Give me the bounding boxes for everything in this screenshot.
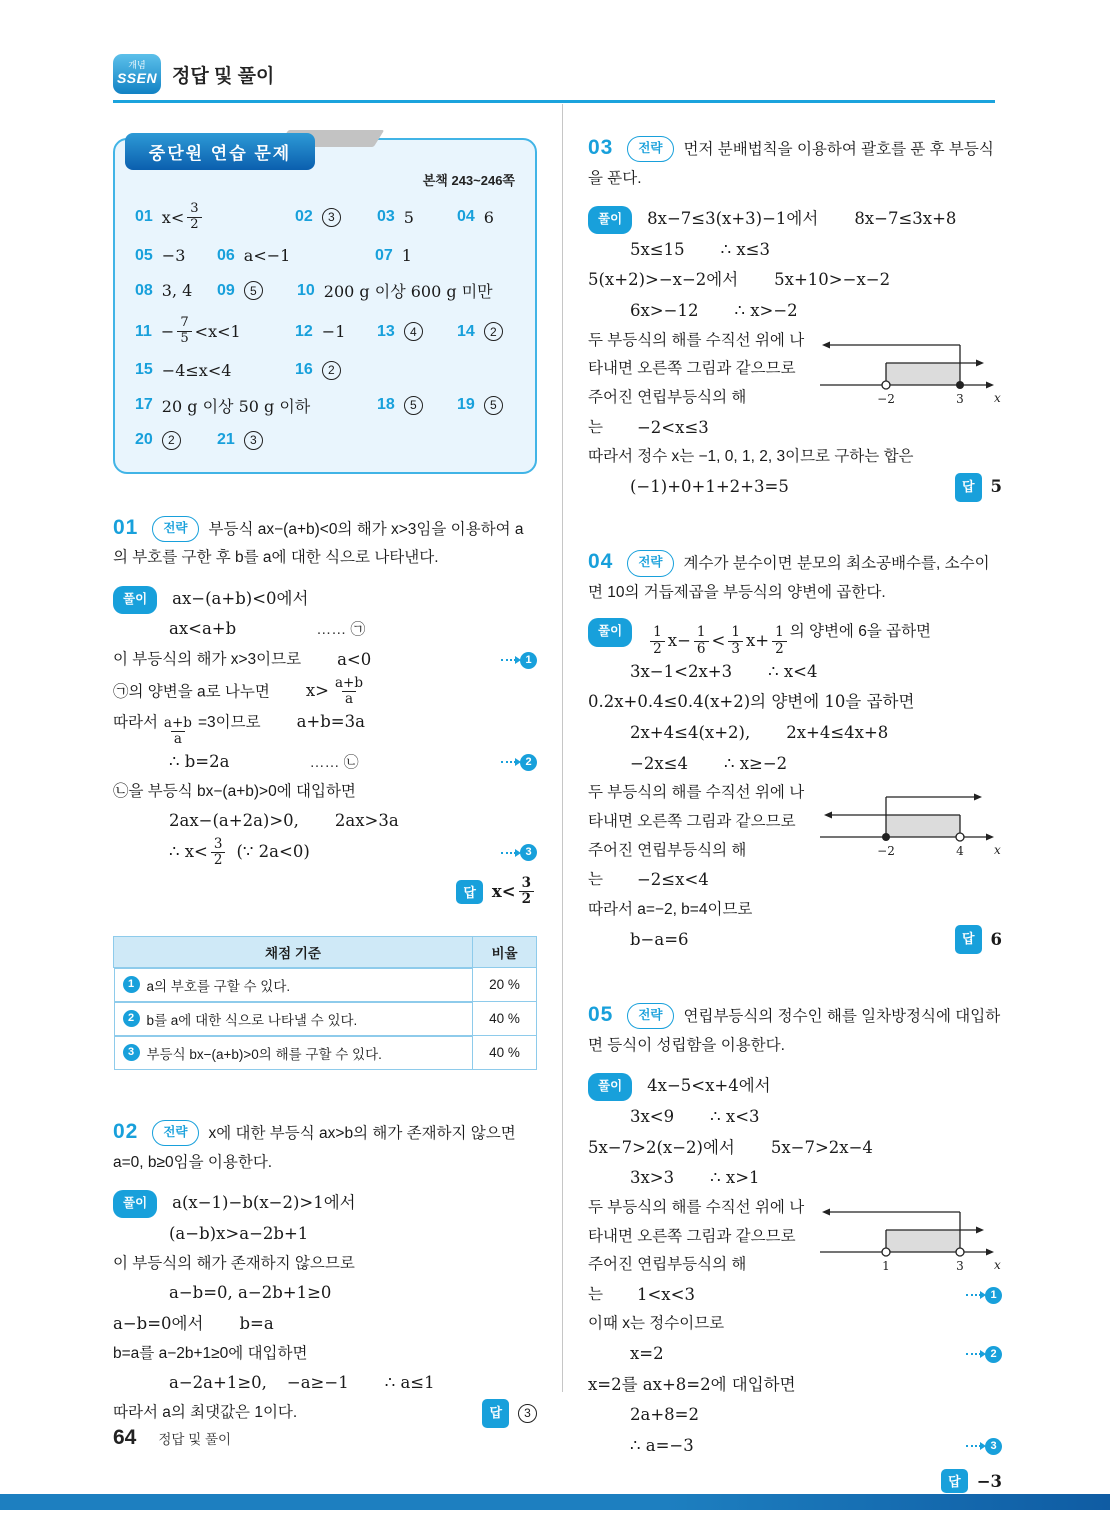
answer-item-19: 19 5 (457, 396, 503, 415)
answer-item-16: 16 2 (295, 361, 341, 380)
page-header (113, 54, 274, 94)
dashed-arrow-icon (501, 659, 516, 661)
solution-line: 는 1<x<3 1 (588, 1280, 1002, 1311)
answer-row (135, 279, 521, 302)
step-marker: 3 (966, 1438, 1002, 1455)
diagram-axis-label: x (994, 843, 1001, 858)
solution-line: 풀이 ax−(a+b)<0에서 (113, 584, 537, 615)
solution-line: (a−b)x>a−2b+1 (169, 1223, 309, 1243)
dashed-arrow-icon (966, 1353, 981, 1355)
answer-line: 답 −3 (588, 1469, 1002, 1493)
solution-line: ax<a+b …… ㉠ (169, 619, 366, 639)
problem-number: 05 (588, 1003, 614, 1027)
strategy-badge: 전략 (152, 516, 198, 542)
answer-item-11: 11 − $\frac{7}{5}$ <x<1 (135, 315, 241, 347)
answer-item-18: 18 5 (377, 396, 457, 415)
answer-item-07: 07 1 (375, 246, 412, 266)
grading-table (113, 936, 537, 1071)
problem-03-solution (588, 204, 1002, 502)
answer-item-15: 15 −4≤x<4 (135, 360, 232, 380)
solution-line: 3x<9 ∴ x<3 (630, 1106, 760, 1126)
strategy-badge: 전략 (152, 1120, 198, 1146)
wrapped-text-with-figure: −2 4 x 두 부등식의 해를 수직선 위에 나타내면 오른쪽 그림과 같으므로 주어진 연립부등식의 해 (588, 779, 1002, 865)
left-column (113, 118, 537, 1428)
answer-line: 답 x< $\frac{3}{2}$ (113, 876, 537, 907)
solution-line: 5(x+2)>−x−2에서 5x+10>−x−2 (588, 270, 891, 290)
answer-box-title: 중단원 연습 문제 (125, 133, 315, 170)
answer-item-17: 17 20 g 이상 50 g 이하 (135, 396, 311, 416)
logo-top-text: 개념 (128, 60, 146, 71)
solution-line: 따라서 a의 최댓값은 1이다. 답 3 (113, 1399, 537, 1428)
footer-label: 정답 및 풀이 (158, 1432, 232, 1447)
solution-line: 따라서 a=−2, b=4이므로 (588, 900, 753, 918)
wrapped-text-with-figure: 1 3 x 두 부등식의 해를 수직선 위에 나타내면 오른쪽 그림과 같으므로 주어진 연립부등식의 해 (588, 1194, 1002, 1280)
ssen-logo (113, 54, 161, 94)
solution-line: 풀이 4x−5<x+4에서 (588, 1071, 1002, 1102)
answer-row (135, 361, 521, 380)
answer-rows (135, 202, 521, 450)
solution-badge: 풀이 (113, 1190, 157, 1218)
step-marker: 2 (501, 754, 537, 771)
solution-line: 따라서 $\frac{a+b}{a}$ =3이므로 a+b=3a (113, 711, 365, 748)
solution-badge: 풀이 (588, 1073, 632, 1101)
problem-04 (588, 544, 1002, 955)
answer: 답 3 (482, 1399, 537, 1428)
step-marker: 3 (501, 844, 537, 861)
diagram-right-label: 3 (956, 1258, 964, 1273)
rubric-row: 2 b를 a에 대한 식으로 나타낼 수 있다. 40 % (114, 1002, 537, 1036)
problem-03 (588, 130, 1002, 502)
problem-01 (113, 510, 537, 1070)
strategy-badge: 전략 (627, 136, 673, 162)
solution-line: a−b=0, a−2b+1≥0 (169, 1283, 332, 1303)
solution-line: a−b=0에서 b=a (113, 1313, 274, 1333)
solution-line: 이 부등식의 해가 x>3이므로 a<0 1 (113, 645, 537, 676)
solution-line: 풀이 a(x−1)−b(x−2)>1에서 (113, 1188, 537, 1219)
answer-badge: 답 (941, 1469, 968, 1493)
rubric-header-rate: 비율 (473, 936, 537, 967)
number-line-diagram-04 (820, 783, 1002, 863)
problem-01-header (113, 510, 537, 572)
problem-number: 03 (588, 136, 614, 159)
solution-line: −2x≤4 ∴ x≥−2 (630, 753, 788, 773)
answer-item-09: 09 5 (217, 281, 297, 300)
solution-line: 이때 x는 정수이므로 (588, 1315, 725, 1333)
answer-badge: 답 (482, 1399, 509, 1428)
answer-item-10: 10 200 g 이상 600 g 미만 (297, 281, 493, 302)
strategy-badge: 전략 (627, 1003, 673, 1029)
strategy-text: 부등식 ax−(a+b)<0의 해가 x>3임을 이용하여 a의 부호를 구한 후 b를 a에 대한 식으로 나타낸다. (113, 520, 524, 567)
step-marker: 1 (501, 652, 537, 669)
solution-line: 이 부등식의 해가 존재하지 않으므로 (113, 1254, 355, 1272)
answer-row (135, 246, 521, 265)
strategy-text: x에 대한 부등식 ax>b의 해가 존재하지 않으면 a=0, b≥0임을 이용한다. (113, 1125, 516, 1171)
solution-line: ∴ b=2a …… ㉡ 2 (113, 747, 537, 778)
answer: 답 6 (955, 925, 1002, 956)
solution-line: ∴ a=−3 3 (588, 1431, 1002, 1462)
answer-item-02: 02 3 (295, 208, 377, 227)
problem-02-header (113, 1114, 537, 1176)
dashed-arrow-icon (501, 852, 516, 854)
strategy-text: 연립부등식의 정수인 해를 일차방정식에 대입하면 등식이 성립함을 이용한다. (588, 1008, 1001, 1054)
dashed-arrow-icon (966, 1445, 981, 1447)
answer-item-05: 05 −3 (135, 246, 186, 266)
problem-02 (113, 1114, 537, 1428)
solution-line: 2a+8=2 (630, 1405, 699, 1425)
solution-badge: 풀이 (588, 206, 632, 234)
solution-line: 따라서 정수 x는 −1, 0, 1, 2, 3이므로 구하는 합은 (588, 448, 914, 466)
problem-01-solution (113, 584, 537, 908)
solution-line: 5x−7>2(x−2)에서 5x−7>2x−4 (588, 1137, 873, 1157)
diagram-left-label: −2 (877, 391, 895, 406)
solution-line: b=a를 a−2b+1≥0에 대입하면 (113, 1344, 308, 1362)
solution-line: 풀이 8x−7≤3(x+3)−1에서 8x−7≤3x+8 (588, 204, 1002, 235)
solution-line: 3x>3 ∴ x>1 (630, 1168, 760, 1188)
solution-line: ∴ x< $\frac{3}{2}$ (∵ 2a<0) 3 (113, 837, 537, 868)
answer-item-20: 20 2 (135, 431, 217, 450)
answer-row (135, 394, 521, 417)
solution-line: 2ax−(a+2a)>0, 2ax>3a (169, 811, 399, 831)
problem-number: 01 (113, 515, 139, 539)
wrapped-text-with-figure: −2 3 x 두 부등식의 해를 수직선 위에 나타내면 오른쪽 그림과 같으므로 주어진 연립부등식의 해 (588, 327, 1002, 413)
solution-line: (−1)+0+1+2+3=5 답 5 (588, 472, 1002, 503)
right-column (588, 118, 1002, 1493)
step-marker: 2 (966, 1346, 1002, 1363)
solution-line: 풀이 $\frac{1}{2}$ x− $\frac{1}{6}$ < $\frac{1}{3}$ x+ $\frac{1}{2}$ 의 양변에 6을 곱하면 (588, 618, 1002, 656)
solution-line: a−2a+1≥0, −a≥−1 ∴ a≤1 (169, 1373, 435, 1393)
source-page-ref: 본책 243~246쪽 (422, 173, 515, 188)
strategy-badge: 전략 (627, 550, 673, 576)
answer-row (135, 431, 521, 450)
answer-item-03: 03 5 (377, 207, 414, 227)
solution-line: b−a=6 답 6 (588, 925, 1002, 956)
solution-line: 2x+4≤4(x+2), 2x+4≤4x+8 (630, 723, 889, 743)
page-title: 정답 및 풀이 (172, 65, 275, 87)
solution-line: 는 −2<x≤3 (588, 417, 709, 437)
diagram-axis-label: x (994, 1257, 1001, 1272)
diagram-left-label: 1 (882, 1258, 890, 1273)
answer-item-14: 14 2 (457, 322, 503, 341)
rubric-row: 3 부등식 bx−(a+b)>0의 해를 구할 수 있다. 40 % (114, 1036, 537, 1070)
solution-badge: 풀이 (113, 586, 157, 614)
solution-line: 3x−1<2x+3 ∴ x<4 (630, 661, 818, 681)
answer-item-01: 01 x< $\frac{3}{2}$ (135, 202, 295, 232)
answer-item-21: 21 3 (217, 431, 263, 450)
problem-05-header (588, 997, 1002, 1059)
page-number: 64 (113, 1426, 137, 1449)
solution-line: x=2를 ax+8=2에 대입하면 (588, 1374, 796, 1394)
number-line-diagram-05 (820, 1198, 1002, 1278)
problem-02-solution (113, 1188, 537, 1428)
diagram-axis-label: x (994, 390, 1001, 405)
dashed-arrow-icon (501, 761, 516, 763)
answer-item-12: 12 −1 (295, 322, 346, 342)
solution-line: 는 −2≤x<4 (588, 870, 709, 890)
answer-item-13: 13 4 (377, 322, 457, 341)
grading-table-header (114, 936, 537, 967)
solution-line: 0.2x+0.4≤0.4(x+2)의 양변에 10을 곱하면 (588, 692, 915, 712)
answer-row (135, 202, 521, 232)
answer-item-08: 08 3, 4 (135, 281, 193, 301)
solution-line: ㉡을 부등식 bx−(a+b)>0에 대입하면 (113, 782, 356, 800)
equation-tag: …… ㉠ (316, 621, 366, 639)
answer-badge: 답 (955, 925, 982, 954)
answer-item-06: 06 a<−1 (217, 246, 291, 266)
logo-main-text: SSEN (116, 70, 158, 87)
answer: 답 5 (955, 472, 1002, 503)
problem-05-solution (588, 1071, 1002, 1493)
problem-number: 04 (588, 550, 614, 574)
problem-05 (588, 997, 1002, 1493)
equation-tag: …… ㉡ (309, 753, 359, 771)
diagram-left-label: −2 (877, 844, 895, 859)
step-marker: 1 (966, 1287, 1002, 1304)
strategy-text: 먼저 분배법칙을 이용하여 괄호를 푼 후 부등식을 푼다. (588, 141, 994, 187)
solution-line: x=2 2 (588, 1339, 1002, 1370)
answer-badge: 답 (456, 880, 483, 904)
header-rule (113, 100, 995, 103)
answer-item-04: 04 6 (457, 207, 494, 227)
solution-line: ㉠의 양변을 a로 나누면 x> $\frac{a+b}{a}$ (113, 674, 364, 707)
number-line-diagram-03 (820, 331, 1002, 411)
rubric-header-criteria: 채점 기준 (114, 936, 473, 967)
solution-line: 5x≤15 ∴ x≤3 (630, 239, 770, 259)
problem-04-solution (588, 618, 1002, 955)
answer-summary-box (113, 138, 537, 474)
strategy-text: 계수가 분수이면 분모의 최소공배수를, 소수이면 10의 거듭제곱을 부등식의 양변에 곱한다. (588, 555, 990, 602)
problem-04-header (588, 544, 1002, 606)
problem-03-header (588, 130, 1002, 192)
diagram-right-label: 3 (956, 391, 964, 406)
answer-badge: 답 (955, 473, 982, 502)
column-divider (562, 104, 563, 1392)
bottom-bar (0, 1494, 1110, 1510)
rubric-row: 1 a의 부호를 구할 수 있다. 20 % (114, 967, 537, 1002)
answer-row (135, 316, 521, 346)
diagram-right-label: 4 (956, 844, 964, 859)
page-footer (113, 1426, 231, 1450)
problem-number: 02 (113, 1120, 139, 1144)
dashed-arrow-icon (966, 1294, 981, 1296)
solution-badge: 풀이 (588, 618, 632, 646)
solution-line: 6x>−12 ∴ x>−2 (630, 301, 798, 321)
